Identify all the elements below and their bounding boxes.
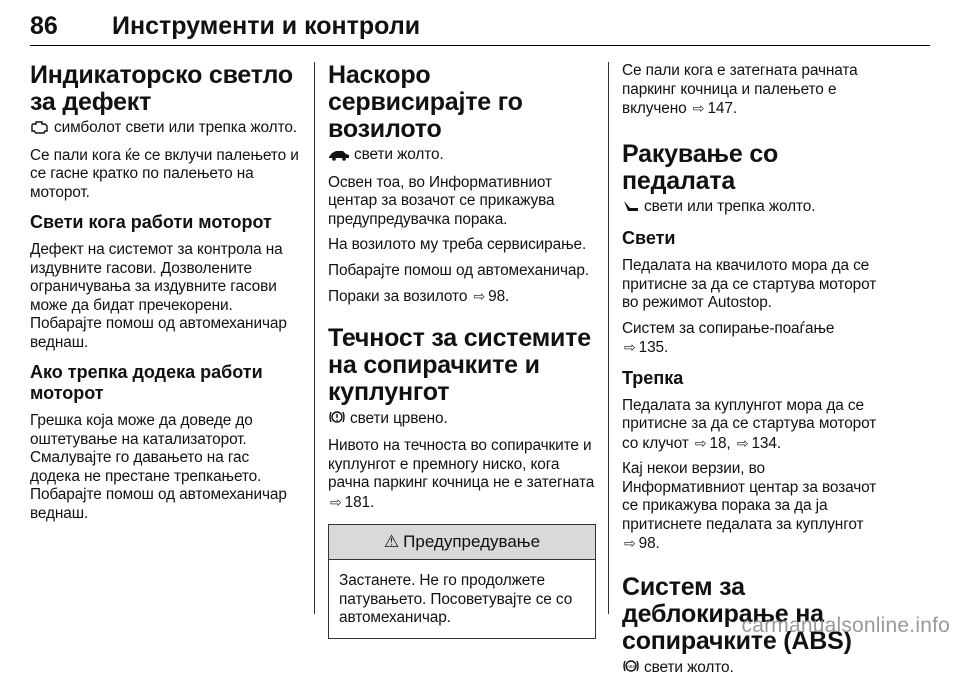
subheading-flashing: Ако трепка додека работи моторот	[30, 362, 263, 403]
page-reference[interactable]: 98.	[638, 535, 660, 552]
paragraph: Педалата за куплунгот мора да се притисне за да се стартува моторот со клучот ⇨ 18, ⇨ 134.	[622, 396, 877, 452]
subheading-on: Свети	[622, 228, 676, 248]
svg-text:ABS: ABS	[626, 663, 636, 669]
paragraph: Нивото на течноста во сопирачките и куплунгот е премногу ниско, кога рачна паркинг кочница не е затегната ⇨ 181.	[328, 437, 595, 511]
page-reference[interactable]: 135.	[638, 339, 669, 356]
page-ref-arrow-icon: ⇨	[330, 493, 342, 510]
paragraph: свети жолто.	[328, 146, 596, 167]
page-reference[interactable]: 18,	[709, 434, 731, 452]
section-title-abs: Систем за деблокирање на сопирачките (ABS)	[622, 572, 852, 655]
paragraph: Педалата на квачилото мора да се притисне за да се стартува моторот во режимот Autostop.	[622, 257, 877, 311]
page-ref-arrow-icon: ⇨	[692, 100, 705, 116]
page-reference[interactable]: 181.	[344, 493, 375, 511]
paragraph: Кај некои верзии, во Информативниот центар за возачот се прикажува порака за да ја притиснете педалата за куплунгот ⇨ 98.	[622, 460, 877, 552]
paragraph: свети или трепка жолто.	[622, 198, 890, 219]
subheading-flash: Трепка	[622, 367, 684, 388]
page-header	[30, 8, 930, 46]
subheading-running: Свети кога работи моторот	[30, 212, 272, 232]
page-ref-arrow-icon: ⇨	[736, 434, 749, 451]
paragraph: симболот свети или трепка жолто.	[30, 119, 300, 140]
running-title: Инструменти и контроли	[112, 12, 421, 40]
warning-header: ⚠ Предупредување	[329, 525, 595, 560]
column-2	[328, 62, 596, 639]
brake-warning-icon	[328, 409, 346, 431]
column-divider	[314, 62, 315, 614]
page-reference[interactable]: 98.	[488, 288, 510, 305]
page-reference[interactable]: 134.	[751, 434, 782, 452]
paragraph: Систем за сопирање-поаѓање ⇨ 135.	[622, 319, 835, 356]
column-1	[30, 62, 300, 530]
engine-check-icon	[30, 120, 50, 140]
section-title-malfunction: Индикаторско светло за дефект	[30, 61, 293, 116]
page-ref-arrow-icon: ⇨	[694, 434, 707, 451]
paragraph: Пораки за возилото ⇨ 98.	[328, 288, 510, 305]
page-ref-arrow-icon: ⇨	[624, 339, 636, 355]
page-reference[interactable]: 147.	[707, 100, 737, 117]
section-title-service: Наскоро сервисирајте го возилото	[328, 61, 523, 143]
paragraph: Дефект на системот за контрола на издувните гасови. Дозволените ограничувања за издувните гасови може да бидат пречекорени. Побарајте помош од автомеханичар веднаш.	[30, 241, 287, 351]
paragraph: Се пали кога ќе се вклучи палењето и се гасне кратко по палењето на моторот.	[30, 146, 299, 201]
page-ref-arrow-icon: ⇨	[473, 288, 486, 304]
warning-triangle-icon: ⚠	[383, 532, 400, 551]
paragraph: На возилото му треба сервисирање.	[328, 236, 587, 253]
warning-body: Застанете. Не го продолжете патувањето. Посоветувајте се со автомеханичар.	[339, 572, 573, 626]
abs-icon	[622, 658, 640, 680]
page-ref-arrow-icon: ⇨	[624, 535, 636, 551]
watermark: carmanualsonline.info	[741, 614, 950, 637]
page-number: 86	[30, 12, 58, 40]
column-divider	[608, 62, 609, 614]
service-car-icon	[328, 148, 350, 167]
paragraph: ABS свети жолто.	[622, 658, 890, 680]
clutch-pedal-icon	[622, 199, 640, 219]
section-title-brake-fluid: Течност за системите на сопирачките и куплунгот	[328, 323, 591, 406]
section-title-pedal: Ракување со педалата	[622, 139, 779, 195]
warning-box	[328, 524, 596, 639]
paragraph: Грешка која може да доведе до оштетување на катализаторот. Смалувајте го давањето на гас додека не престане трепкањето. Побарајте помош од автомеханичар веднаш.	[30, 412, 287, 522]
paragraph: свети црвено.	[328, 409, 596, 431]
paragraph: Побарајте помош од автомеханичар.	[328, 261, 589, 279]
column-3	[622, 62, 890, 686]
paragraph: Освен тоа, во Информативниот центар за возачот се прикажува предупредувачка порака.	[328, 173, 555, 228]
paragraph: Се пали кога е затегната рачната паркинг кочница и палењето е вклучено ⇨ 147.	[622, 62, 858, 117]
